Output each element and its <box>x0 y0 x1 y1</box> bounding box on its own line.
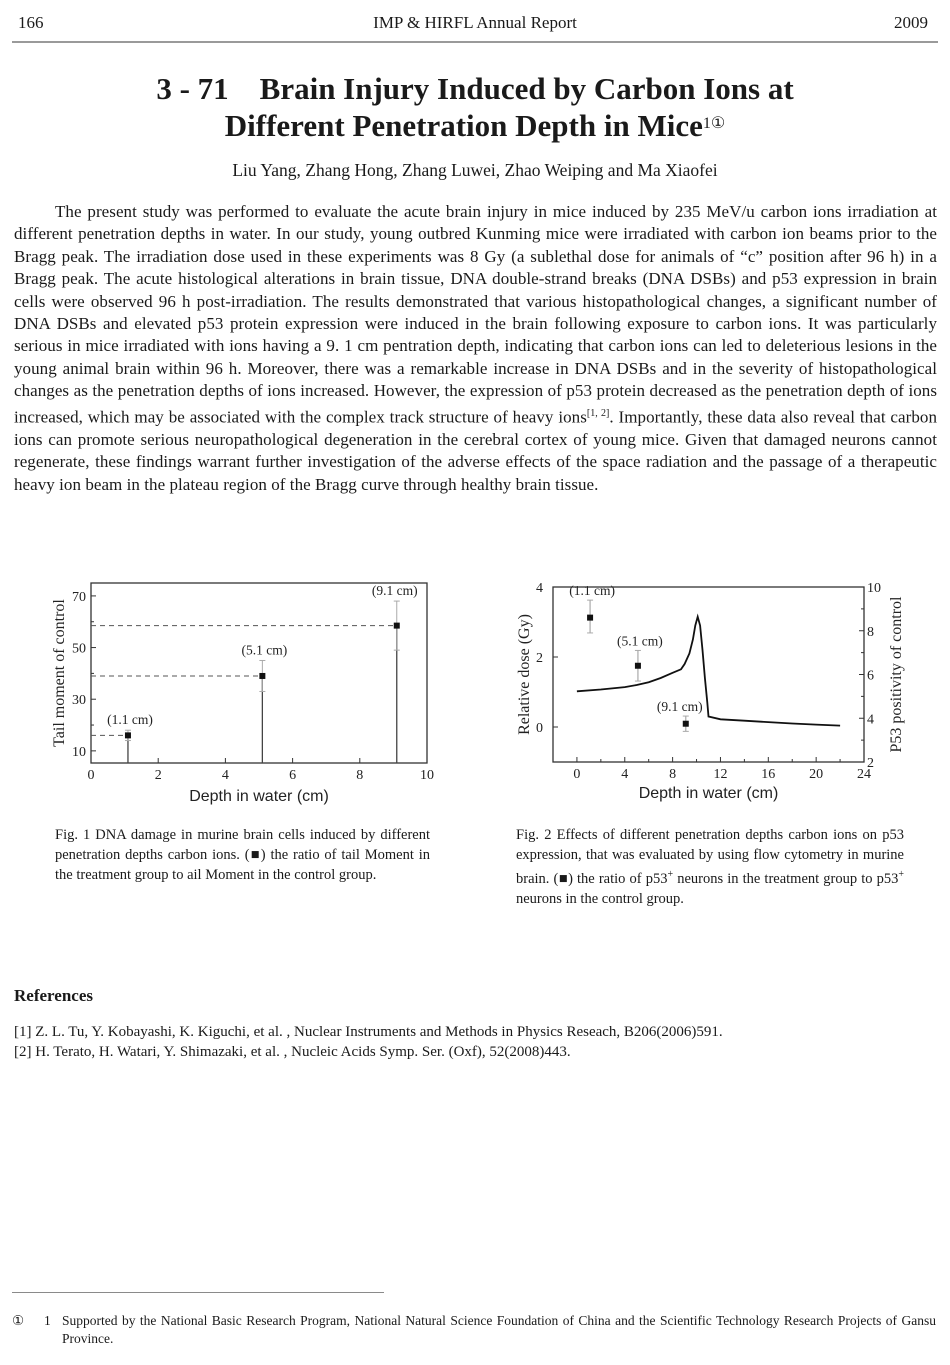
footnote-mark: ① <box>12 1313 25 1328</box>
author-list: Liu Yang, Zhang Hong, Zhang Luwei, Zhao Weiping and Ma Xiaofei <box>232 160 718 180</box>
y-axis-label: Tail moment of control <box>51 599 68 747</box>
figure-1 <box>40 575 450 805</box>
point-label: (9.1 cm) <box>371 583 418 599</box>
y-tick-label: 50 <box>72 641 86 657</box>
reference-item: [2] H. Terato, H. Watari, Y. Shimazaki, et al. , Nucleic Acids Symp. Ser. (Oxf), 52(2008)443. <box>14 1044 571 1060</box>
fig2-caption-part: Fig. 2 Effects of different penetration depths carbon ions on p53 expression, that was evaluated by using flow cytometry in murine brain. (■) the ratio of p53 <box>516 827 904 887</box>
y2-tick-label: 2 <box>867 756 874 771</box>
x-tick-label: 8 <box>669 767 677 782</box>
title-footnote-mark: 1① <box>702 115 726 132</box>
article-number: 3 - 71 <box>156 71 229 106</box>
figure-2-chart <box>510 575 920 805</box>
abstract-text-1: The present study was performed to evaluate the acute brain injury in mice induced by 235 MeV/u carbon ions irradiation at different penetration depths in water. In our study, young outbred Kunming mice were irradiated with carbon ion beams prior to the Bragg peak. The irradiation dose used in these experiments was 8 Gy (a sublethal dose for animals of “c” position after 96 h) in a Bragg peak. The acute histological alterations in brain tissue, DNA double-strand breaks (DNA DSBs) and p53 expression in brain cells were observed 96 h post-irradiation. The results demonstrated that various histopathological changes, a significant number of DNA DSBs and elevated p53 protein expression were induced in the brain following exposure to carbon ions. It was particularly serious in mice irradiated with ions having a 9. 1 cm pentration depth, indicating that carbon ions can led to deleterious lesions in the young animal brain within 96 h. Moreover, there was a remarkable increase in DNA DSBs and in the severity of histopathological changes as the penetration depths of ions increased. However, the expression of p53 protein decreased as the penetration depth of ions increased, which may be associated with the complex track structure of heavy ions <box>14 202 937 427</box>
point-label: (1.1 cm) <box>569 583 615 599</box>
point-label: (9.1 cm) <box>656 699 703 715</box>
abstract-paragraph <box>14 201 937 496</box>
fig2-caption-part: neurons in the treatment group to p53 <box>673 870 899 887</box>
x-tick-label: 0 <box>573 767 581 782</box>
x-tick-label: 16 <box>761 767 776 782</box>
footnote-rule <box>12 1292 384 1293</box>
y-tick-label: 10 <box>72 744 86 760</box>
running-head <box>0 10 950 40</box>
plot-frame <box>553 587 864 762</box>
point-label: (5.1 cm) <box>241 642 288 658</box>
point-label: (5.1 cm) <box>617 633 663 649</box>
citation-link[interactable]: [1, 2] <box>586 407 610 419</box>
y-tick-label: 4 <box>536 581 543 596</box>
y2-tick-label: 4 <box>867 712 874 728</box>
data-point <box>635 663 641 669</box>
x-tick-label: 2 <box>154 768 162 783</box>
figure-2-caption <box>516 825 904 909</box>
y-tick-label: 30 <box>72 693 86 709</box>
x-tick-label: 10 <box>420 768 434 783</box>
y2-tick-label: 10 <box>867 581 881 596</box>
x-tick-label: 8 <box>356 768 364 783</box>
superscript-plus: + <box>667 869 674 880</box>
x-tick-label: 20 <box>809 767 824 782</box>
superscript-plus: + <box>898 869 904 880</box>
x-axis-label: Depth in water (cm) <box>638 785 779 802</box>
data-point <box>259 673 265 679</box>
data-point <box>683 721 689 727</box>
title-line-1: Brain Injury Induced by Carbon Ions at <box>259 71 794 106</box>
y-axis-label: Relative dose (Gy) <box>516 614 533 735</box>
reference-list <box>14 1022 934 1062</box>
figure-2 <box>510 575 920 805</box>
abstract-text-2: . Importantly, these data also reveal that carbon ions can promote serious neuropathological degeneration in the cerebral cortex of young mice. Given that damaged neurons cannot regenerate, these findings warrant further investigation of the adverse effects of the space radiation and the passage of a therapeutic heavy ion beam in the plateau region of the Bragg curve through healthy brain tissue. <box>14 407 937 494</box>
article-title <box>0 70 950 144</box>
fig2-caption-part: neurons in the control group. <box>516 890 684 907</box>
page-number: 166 <box>18 13 44 32</box>
y-tick-label: 70 <box>72 589 86 605</box>
y2-tick-label: 8 <box>867 624 874 640</box>
figure-1-caption: Fig. 1 DNA damage in murine brain cells induced by different penetration depths carbon ions. (■) the ratio of tail Moment in the treatment group to ail Moment in the control group. <box>55 827 430 883</box>
reference-item: [1] Z. L. Tu, Y. Kobayashi, K. Kiguchi, et al. , Nuclear Instruments and Methods in Physics Reseach, B206(2006)591. <box>14 1024 723 1040</box>
data-point <box>587 615 593 621</box>
footnote-text: Supported by the National Basic Research Program, National Natural Science Foundation of China and the Scientific Technology Research Projects of Gansu Province. <box>62 1313 936 1346</box>
y-tick-label: 2 <box>536 651 543 666</box>
x-tick-label: 6 <box>289 768 297 783</box>
x-tick-label: 4 <box>221 768 229 783</box>
x-tick-label: 24 <box>857 767 871 782</box>
x-tick-label: 0 <box>87 768 95 783</box>
report-year: 2009 <box>894 13 928 32</box>
references-heading: References <box>14 986 93 1005</box>
figure-1-chart <box>40 575 450 805</box>
footnote-number: 1 <box>44 1313 51 1328</box>
y2-axis-label: P53 positivity of control <box>888 596 905 753</box>
x-tick-label: 12 <box>713 767 728 782</box>
plot-frame <box>91 583 427 763</box>
y-tick-label: 0 <box>536 721 543 736</box>
data-point <box>125 732 131 738</box>
title-line-2: Different Penetration Depth in Mice <box>224 108 703 143</box>
header-rule <box>12 41 938 43</box>
x-tick-label: 4 <box>621 767 629 782</box>
point-label: (1.1 cm) <box>107 712 153 728</box>
data-point <box>394 623 400 629</box>
footnote <box>12 1312 936 1348</box>
y2-tick-label: 6 <box>867 668 874 684</box>
journal-name: IMP & HIRFL Annual Report <box>373 13 577 32</box>
x-axis-label: Depth in water (cm) <box>189 788 329 805</box>
